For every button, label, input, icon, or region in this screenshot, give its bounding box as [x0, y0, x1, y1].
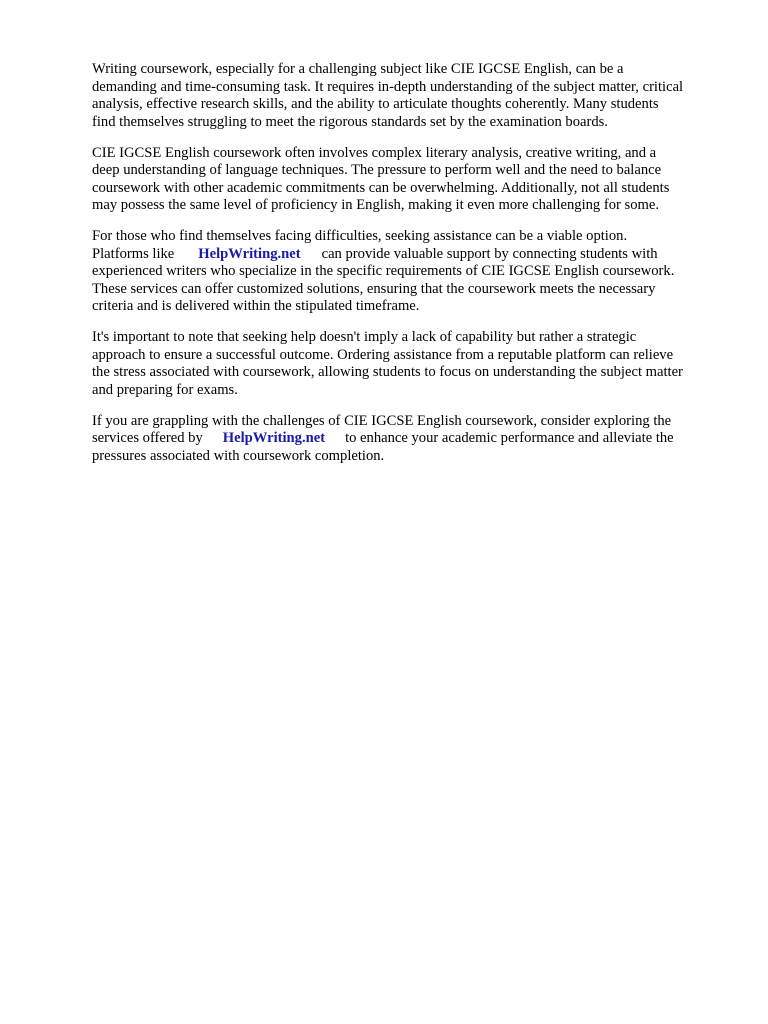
text-line: and preparing for exams.: [92, 381, 238, 398]
text-line: Writing coursework, especially for a challenging subject like CIE IGCSE English, can be a: [92, 61, 624, 77]
paragraph-strategy: [92, 329, 732, 399]
text-line: find themselves struggling to meet the rigorous standards set by the examination boards.: [92, 113, 608, 130]
paragraph-conclusion: [92, 413, 732, 466]
text-line: deep understanding of language techniques. The pressure to perform well and the need to balance: [92, 162, 662, 178]
document-page: [92, 61, 732, 479]
text-line: CIE IGCSE English coursework often involves complex literary analysis, creative writing, and a: [92, 144, 657, 161]
text-line: the stress associated with coursework, allowing students to focus on understanding the subject matter: [92, 364, 683, 380]
paragraph-assistance: [92, 228, 732, 316]
text-line: demanding and time-consuming task. It requires in-depth understanding of the subject matter, critical: [92, 78, 684, 95]
text-line-with-link: [92, 430, 732, 448]
text-line: analysis, effective research skills, and the ability to articulate thoughts coherently. Many students: [92, 96, 659, 112]
text-line: These services can offer customized solutions, ensuring that the coursework meets the necessary: [92, 280, 656, 297]
text-line: criteria and is delivered within the stipulated timeframe.: [92, 298, 420, 314]
text-segment: Platforms like: [92, 245, 175, 262]
text-line: may possess the same level of proficiency in English, making it even more challenging for some.: [92, 197, 659, 213]
helpwriting-link[interactable]: HelpWriting.net: [222, 430, 326, 446]
helpwriting-link[interactable]: HelpWriting.net: [198, 245, 301, 262]
text-line: experienced writers who specialize in the specific requirements of CIE IGCSE English coursework.: [92, 263, 675, 279]
text-line-with-link: [92, 246, 732, 264]
text-line: For those who find themselves facing difficulties, seeking assistance can be a viable option.: [92, 228, 628, 244]
paragraph-intro: [92, 61, 732, 131]
paragraph-challenges: [92, 145, 732, 215]
text-segment: services offered by: [92, 430, 203, 446]
text-line: approach to ensure a successful outcome. Ordering assistance from a reputable platform can relieve: [92, 346, 674, 363]
text-segment: can provide valuable support by connecting students with: [321, 245, 658, 262]
text-line: pressures associated with coursework completion.: [92, 447, 385, 464]
text-segment: to enhance your academic performance and alleviate the: [345, 430, 674, 446]
text-line: If you are grappling with the challenges of CIE IGCSE English coursework, consider exploring the: [92, 412, 672, 429]
text-line: coursework with other academic commitments can be overwhelming. Additionally, not all students: [92, 179, 670, 196]
text-line: It's important to note that seeking help doesn't imply a lack of capability but rather a strategic: [92, 329, 637, 345]
